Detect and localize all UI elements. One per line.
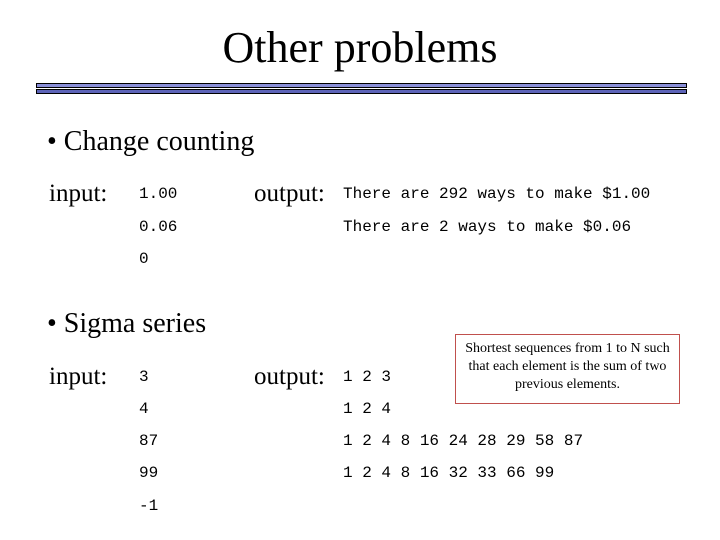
sigma-series-heading: • Sigma series <box>47 308 207 339</box>
sigma-output-3: 1 2 4 8 16 24 28 29 58 87 <box>343 432 584 450</box>
sigma-output-4: 1 2 4 8 16 32 33 66 99 <box>343 464 555 482</box>
title-divider-bottom <box>36 89 687 94</box>
change-output-1: There are 292 ways to make $1.00 <box>343 185 651 203</box>
sigma-input-5: -1 <box>139 497 159 515</box>
change-input-3: 0 <box>139 250 149 268</box>
sigma-input-2: 4 <box>139 400 149 418</box>
sigma-input-label: input: <box>49 363 108 390</box>
sigma-input-4: 99 <box>139 464 159 482</box>
change-output-label: output: <box>254 180 325 207</box>
sigma-output-label: output: <box>254 363 325 390</box>
title-divider-top <box>36 83 687 88</box>
change-input-label: input: <box>49 180 108 207</box>
change-counting-heading: • Change counting <box>47 126 255 157</box>
sigma-output-2: 1 2 4 <box>343 400 392 418</box>
sigma-input-1: 3 <box>139 368 149 386</box>
change-output-2: There are 2 ways to make $0.06 <box>343 218 632 236</box>
sigma-output-1: 1 2 3 <box>343 368 392 386</box>
change-input-1: 1.00 <box>139 185 178 203</box>
sigma-note-box: Shortest sequences from 1 to N such that each element is the sum of two previous elements. <box>455 334 680 404</box>
slide-title: Other problems <box>222 23 498 72</box>
sigma-input-3: 87 <box>139 432 159 450</box>
change-input-2: 0.06 <box>139 218 178 236</box>
